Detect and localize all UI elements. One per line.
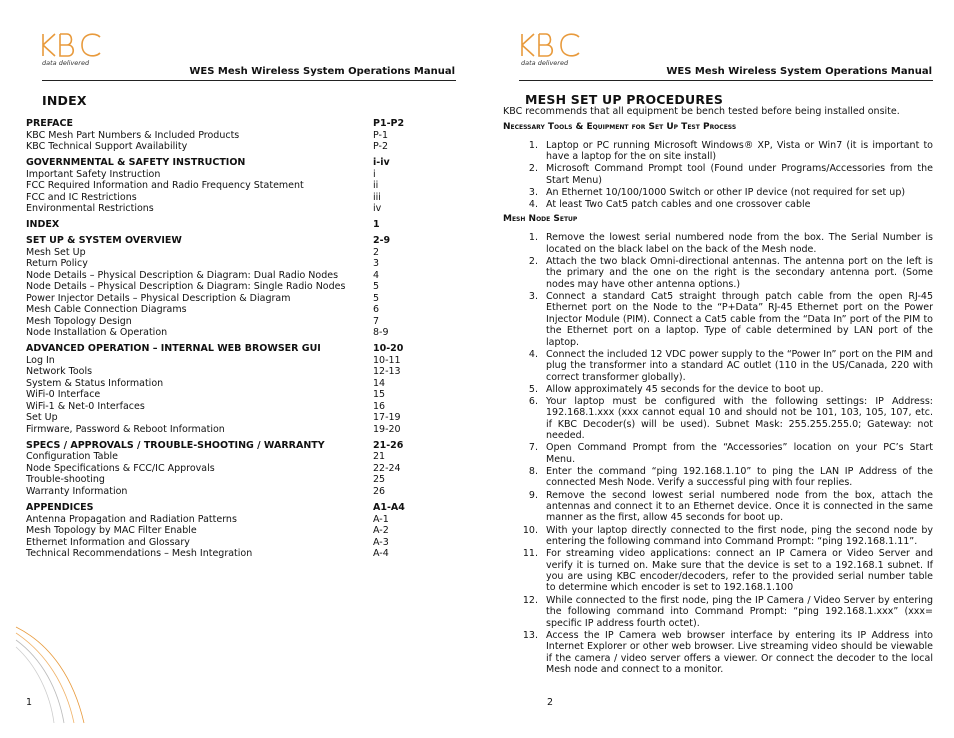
entry-title: Node Details – Physical Description & Diagram: Dual Radio Nodes: [26, 269, 339, 281]
procedure-step: [503, 630, 933, 676]
step-number: 8.: [528, 466, 538, 478]
procedure-step: [503, 490, 933, 524]
section-title: PREFACE: [26, 118, 73, 129]
entry-page: A-2: [373, 525, 389, 537]
procedure-list: [503, 140, 933, 211]
entry-title: Network Tools: [26, 366, 93, 378]
header-rule: [519, 80, 933, 81]
entry-page: 4: [373, 269, 380, 281]
index-entry: [26, 258, 446, 270]
entry-page: 5: [373, 281, 380, 293]
step-number: 1.: [528, 139, 538, 151]
entry-title: Set Up: [26, 412, 58, 424]
mesh-setup-heading: MESH SET UP PROCEDURES: [525, 92, 724, 107]
section-title: SET UP & SYSTEM OVERVIEW: [26, 235, 182, 247]
section-pages: A1-A4: [373, 502, 405, 514]
section-pages: 10-20: [373, 343, 404, 355]
entry-page: iii: [373, 191, 381, 203]
procedure-step: [503, 140, 933, 163]
step-number: 3.: [528, 186, 538, 198]
entry-page: 26: [373, 485, 386, 497]
entry-title: FCC Required Information and Radio Frequency Statement: [26, 180, 304, 192]
step-number: 2.: [528, 255, 538, 267]
step-text: While connected to the first node, ping the IP Camera / Video Server by entering the following command into Command Prompt: “ping 192.168.1.xxx” (xxx= specific IP address fourth octet).: [546, 594, 933, 629]
decorative-swoosh: [12, 625, 102, 725]
index-entry: [26, 270, 446, 282]
index-entry: [26, 514, 446, 526]
entry-page: 8-9: [373, 327, 389, 339]
logo-tagline: data delivered: [521, 59, 569, 67]
index-section-heading: [26, 440, 446, 452]
step-number: 12.: [522, 594, 538, 606]
index-entry: [26, 366, 446, 378]
procedure-step: [503, 232, 933, 255]
entry-title: Ethernet Information and Glossary: [26, 536, 190, 548]
entry-page: A-4: [373, 548, 389, 560]
step-number: 3.: [528, 290, 538, 302]
step-text: For streaming video applications: connect an IP Camera or Video Server and verify it is turned on. Make sure that the device is set to a 192.168.1 subnet. If you are using KBC encoder/decoders, refer to the provided serial number table to determine which encoder is set to 192.168.1.100: [546, 548, 933, 594]
entry-page: P-2: [373, 141, 388, 152]
step-text: Microsoft Command Prompt tool (Found under Programs/Accessories from the Start Menu): [546, 163, 933, 186]
entry-title: Mesh Set Up: [26, 246, 86, 258]
index-entry: [26, 281, 446, 293]
entry-page: ii: [373, 180, 379, 192]
index-entry: [26, 141, 446, 153]
index-section: [26, 502, 446, 560]
step-text: Enter the command “ping 192.168.1.10” to ping the LAN IP Address of the connected Mesh Node. Verify a successful ping with four replies.: [546, 466, 933, 489]
entry-title: System & Status Information: [26, 377, 164, 389]
step-number: 6.: [528, 396, 538, 407]
entry-title: Firmware, Password & Reboot Information: [26, 423, 225, 435]
index-list: [26, 118, 446, 564]
step-text: With your laptop directly connected to the first node, ping the second node by entering the following command into Command Prompt: “ping 192.168.1.11”.: [546, 524, 933, 548]
entry-page: 22-24: [373, 462, 401, 474]
step-text: Connect a standard Cat5 straight through patch cable from the open RJ-45 Ethernet port on the Node to the “P+Data” RJ-45 Ethernet port on the Power Injector Module (PIM). Connect a Cat5 cable from the “Data In” port of the PIM to the Ethernet port on a laptop. Type of cable determined by LAN port of the laptop.: [546, 290, 933, 348]
index-section: [26, 343, 446, 435]
step-text: Access the IP Camera web browser interface by entering its IP Address into Internet Explorer or other web browser. Live streaming video should be viewable if the camera / video server offers a viewer. Or connect the decoder to the local Mesh node and connect to a monitor.: [546, 629, 933, 675]
kbc-logo-mark: [519, 32, 585, 58]
entry-page: 5: [373, 292, 380, 304]
step-text: Remove the lowest serial numbered node from the box. The Serial Number is located on the black label on the back of the Mesh node.: [546, 232, 933, 255]
entry-page: 25: [373, 474, 386, 486]
entry-title: Antenna Propagation and Radiation Patterns: [26, 513, 237, 525]
entry-page: 10-11: [373, 354, 401, 366]
entry-title: Mesh Topology Design: [26, 315, 132, 327]
logo-tagline: data delivered: [42, 59, 90, 67]
index-entry: [26, 412, 446, 424]
entry-page: iv: [373, 203, 382, 215]
entry-page: 14: [373, 377, 386, 389]
section-title: INDEX: [26, 219, 60, 231]
step-number: 4.: [528, 348, 538, 360]
procedure-step: [503, 396, 933, 442]
step-text: At least Two Cat5 patch cables and one crossover cable: [546, 198, 811, 210]
step-number: 1.: [528, 232, 538, 244]
entry-page: A-3: [373, 536, 389, 548]
index-section: [26, 440, 446, 498]
section-pages: 21-26: [373, 439, 404, 451]
index-section-heading: [26, 343, 446, 355]
index-section: [26, 235, 446, 339]
procedure-step: [503, 199, 933, 210]
entry-title: Node Specifications & FCC/IC Approvals: [26, 462, 215, 474]
index-entry: [26, 169, 446, 181]
entry-title: Environmental Restrictions: [26, 203, 154, 215]
step-text: Your laptop must be configured with the following settings: IP Address: 192.168.1.xxx (xxx cannot equal 10 and should not be 101, 103, 105, 107, etc. if KBC Decoder(s) will be used). Subnet Mask: 255.255.255.0; Gateway: not needed.: [546, 396, 933, 442]
entry-page: 6: [373, 304, 380, 316]
entry-page: 16: [373, 400, 386, 412]
step-number: 11.: [522, 548, 538, 560]
step-text: Laptop or PC running Microsoft Windows® XP, Vista or Win7 (it is important to have a laptop for the on site install): [546, 139, 933, 162]
section-pages: 2-9: [373, 235, 391, 247]
step-text: Attach the two black Omni-directional antennas. The antenna port on the left is the primary and the one on the right is the secondary antenna port. (Some nodes may have other antenna options.): [546, 255, 933, 290]
header-rule: [42, 80, 456, 81]
entry-title: Log In: [26, 354, 55, 366]
kbc-logo: [519, 32, 589, 70]
section-title: GOVERNMENTAL & SAFETY INSTRUCTION: [26, 157, 246, 169]
section-pages: P1-P2: [373, 118, 405, 129]
index-entry: [26, 401, 446, 413]
entry-page: 19-20: [373, 423, 401, 435]
entry-page: 21: [373, 451, 386, 463]
index-heading: INDEX: [42, 93, 87, 108]
index-entry: [26, 192, 446, 204]
entry-title: Mesh Cable Connection Diagrams: [26, 304, 187, 316]
procedure-step: [503, 525, 933, 548]
step-number: 10.: [522, 524, 538, 536]
entry-title: Configuration Table: [26, 451, 119, 463]
entry-page: i: [373, 168, 376, 180]
procedure-step: [503, 384, 933, 395]
index-entry: [26, 304, 446, 316]
procedure-step: [503, 187, 933, 198]
manual-title: WES Mesh Wireless System Operations Manual: [189, 66, 455, 77]
kbc-logo: [40, 32, 110, 70]
step-number: 2.: [528, 163, 538, 175]
index-entry: [26, 327, 446, 339]
index-entry: [26, 451, 446, 463]
entry-title: Power Injector Details – Physical Description & Diagram: [26, 292, 291, 304]
kbc-logo-mark: [40, 32, 106, 58]
index-entry: [26, 293, 446, 305]
entry-page: 3: [373, 258, 380, 270]
index-entry: [26, 525, 446, 537]
section-title: ADVANCED OPERATION – INTERNAL WEB BROWSER GUI: [26, 343, 321, 355]
index-entry: [26, 130, 446, 142]
procedure-list: [503, 232, 933, 675]
entry-title: Mesh Topology by MAC Filter Enable: [26, 525, 197, 537]
entry-title: Return Policy: [26, 258, 88, 270]
index-section-heading: [26, 502, 446, 514]
entry-title: Node Installation & Operation: [26, 327, 168, 339]
index-section-heading: [26, 235, 446, 247]
page-number: 1: [26, 697, 33, 708]
step-text: Open Command Prompt from the “Accessories” location on your PC’s Start Menu.: [546, 442, 933, 465]
index-entry: [26, 247, 446, 259]
entry-page: P-1: [373, 129, 388, 141]
step-number: 7.: [528, 442, 538, 454]
index-section: [26, 219, 446, 231]
entry-title: KBC Mesh Part Numbers & Included Products: [26, 129, 240, 141]
entry-title: Technical Recommendations – Mesh Integration: [26, 548, 253, 560]
procedure-step: [503, 548, 933, 594]
entry-page: 2: [373, 246, 380, 258]
entry-title: Warranty Information: [26, 485, 128, 497]
entry-title: WiFi-1 & Net-0 Interfaces: [26, 400, 145, 412]
index-entry: [26, 378, 446, 390]
index-entry: [26, 180, 446, 192]
index-entry: [26, 389, 446, 401]
entry-page: 7: [373, 315, 380, 327]
section-pages: i-iv: [373, 157, 390, 169]
index-section-heading: [26, 157, 446, 169]
entry-page: A-1: [373, 513, 389, 525]
entry-title: WiFi-0 Interface: [26, 389, 101, 401]
mesh-sections: [503, 122, 933, 676]
step-text: An Ethernet 10/100/1000 Switch or other IP device (not required for set up): [546, 186, 906, 198]
step-number: 5.: [528, 383, 538, 395]
procedure-step: [503, 466, 933, 489]
entry-title: Trouble-shooting: [26, 474, 105, 486]
entry-title: Important Safety Instruction: [26, 168, 161, 180]
index-entry: [26, 203, 446, 215]
index-entry: [26, 316, 446, 328]
step-number: 4.: [528, 198, 538, 210]
entry-page: 15: [373, 389, 386, 401]
step-number: 13.: [522, 629, 538, 641]
procedure-step: [503, 291, 933, 348]
index-entry: [26, 537, 446, 549]
entry-title: Node Details – Physical Description & Diagram: Single Radio Nodes: [26, 281, 346, 293]
entry-page: 17-19: [373, 412, 401, 424]
index-entry: [26, 548, 446, 560]
step-text: Connect the included 12 VDC power supply to the “Power In” port on the PIM and plug the transformer into a standard AC outlet (110 in the US/Canada, 220 with correct transformer globally).: [546, 348, 934, 383]
mesh-setup-content: [503, 106, 933, 677]
intro-text: KBC recommends that all equipment be bench tested before being installed onsite.: [503, 106, 900, 117]
index-section-heading: [26, 118, 446, 130]
page-number: 2: [547, 697, 554, 708]
procedure-step: [503, 256, 933, 290]
entry-title: KBC Technical Support Availability: [26, 141, 188, 152]
procedure-step: [503, 349, 933, 383]
right-page: [477, 0, 954, 738]
procedure-step: [503, 442, 933, 465]
index-entry: [26, 486, 446, 498]
index-section-heading: [26, 219, 446, 231]
entry-page: 12-13: [373, 366, 401, 378]
index-section: [26, 118, 446, 153]
subsection-heading: Necessary Tools & Equipment for Set Up Test Process: [503, 121, 737, 132]
index-entry: [26, 463, 446, 475]
section-title: SPECS / APPROVALS / TROUBLE-SHOOTING / WARRANTY: [26, 439, 325, 451]
procedure-step: [503, 595, 933, 629]
manual-title: WES Mesh Wireless System Operations Manual: [666, 66, 932, 77]
index-entry: [26, 474, 446, 486]
index-section: [26, 157, 446, 215]
index-entry: [26, 424, 446, 436]
section-pages: 1: [373, 219, 380, 231]
index-entry: [26, 355, 446, 367]
step-number: 9.: [528, 489, 538, 501]
step-text: Allow approximately 45 seconds for the device to boot up.: [546, 383, 824, 395]
procedure-step: [503, 163, 933, 186]
step-text: Remove the second lowest serial numbered node from the box, attach the antennas and connect it to an Ethernet device. Once it is connected in the same manner as the first, allow 45 seconds for boot up.: [546, 489, 933, 524]
entry-title: FCC and IC Restrictions: [26, 191, 137, 203]
section-title: APPENDICES: [26, 502, 94, 514]
subsection-heading: Mesh Node Setup: [503, 214, 578, 225]
